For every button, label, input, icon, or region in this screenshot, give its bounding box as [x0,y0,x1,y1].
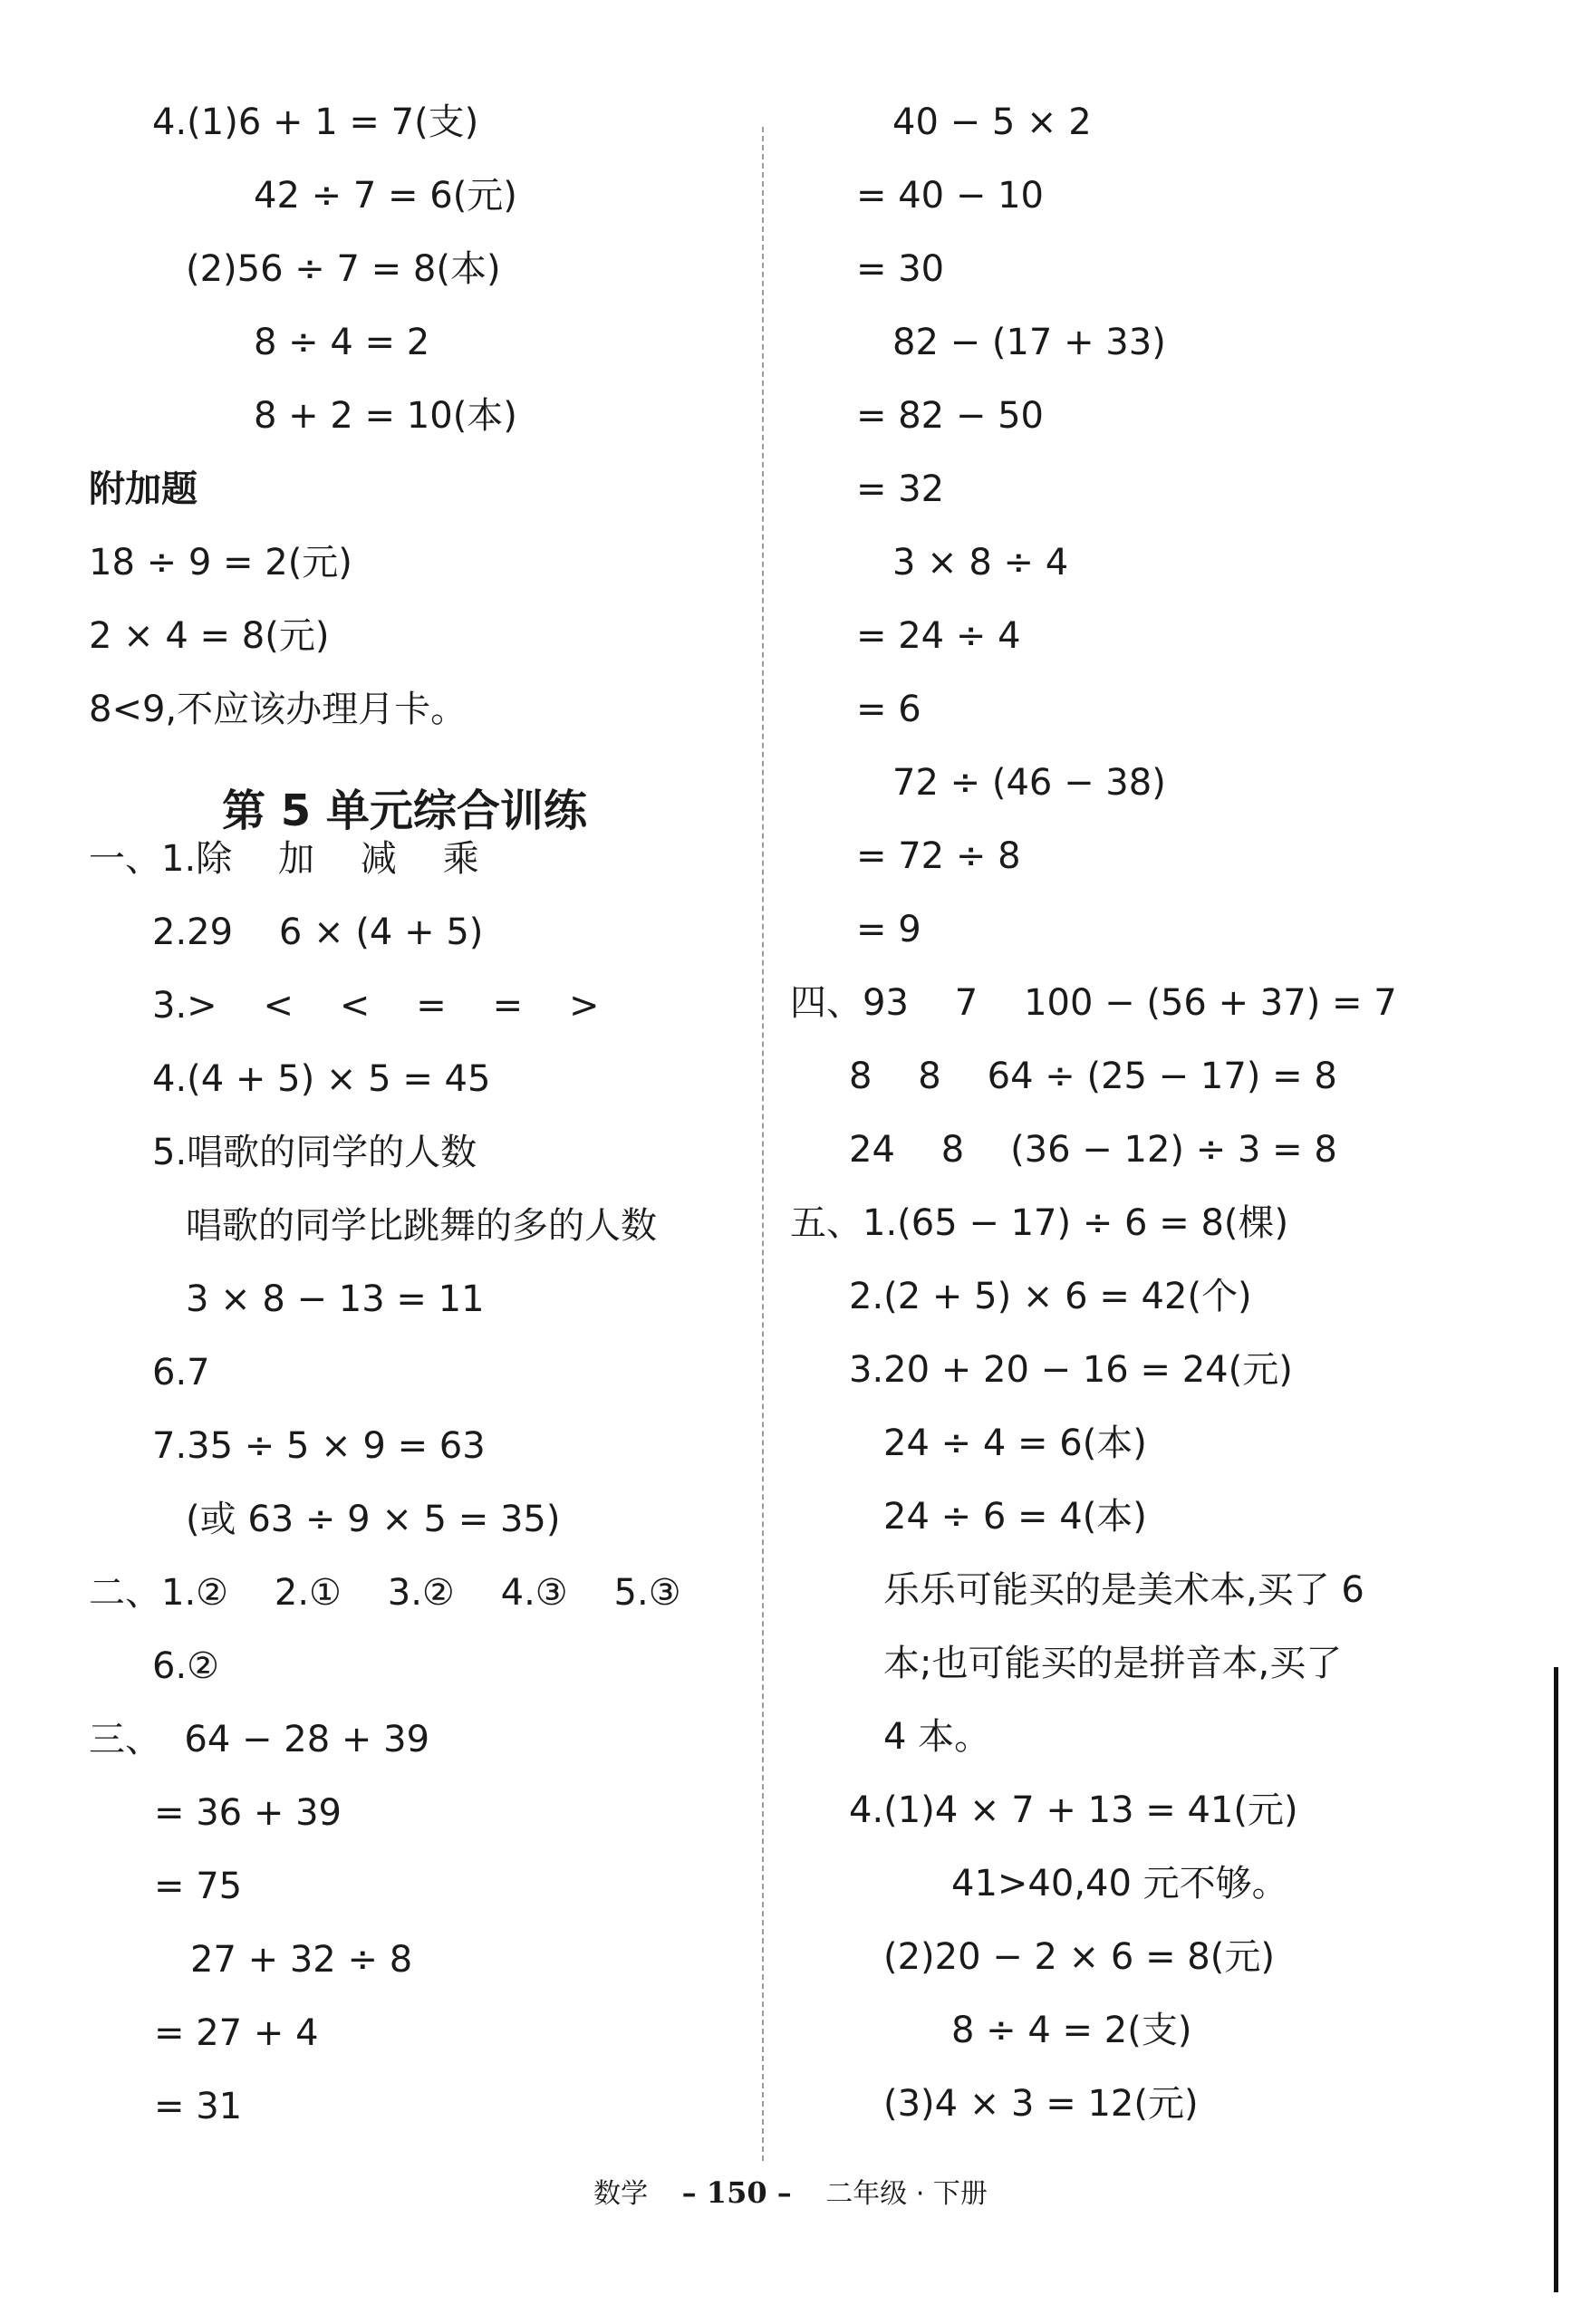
right-answer-line: 24 ÷ 4 = 6(本) [883,1422,1147,1464]
left-answer-line: 8 + 2 = 10(本) [254,395,517,437]
left-answer-line: = 75 [154,1866,243,1907]
right-answer-line: = 82 − 50 [856,395,1044,437]
left-answer-line: 一、1.除 加 减 乘 [89,838,479,880]
right-answer-line: = 9 [856,909,921,950]
left-answer-line: 18 ÷ 9 = 2(元) [89,542,352,583]
left-answer-line: 5.唱歌的同学的人数 [152,1132,477,1173]
left-answer-line: 2 × 4 = 8(元) [89,615,330,657]
left-answer-line: 三、 64 − 28 + 39 [89,1719,430,1760]
right-answer-line: 72 ÷ (46 − 38) [892,762,1166,804]
left-answer-line: 4.(4 + 5) × 5 = 45 [152,1058,491,1100]
footer-grade: 二年级 · 下册 [825,2178,988,2210]
left-answer-line: (2)56 ÷ 7 = 8(本) [186,248,501,290]
right-answer-line: 82 − (17 + 33) [892,322,1166,363]
left-answer-line: = 31 [154,2086,243,2127]
left-answer-line: = 36 + 39 [154,1792,342,1834]
left-answer-line: 8 ÷ 4 = 2 [254,322,430,363]
right-answer-line: 本;也可能买的是拼音本,买了 [883,1643,1343,1684]
left-answer-line: 6.7 [152,1352,210,1393]
right-answer-line: = 30 [856,248,945,290]
left-answer-line: 7.35 ÷ 5 × 9 = 63 [152,1425,486,1467]
page-footer [0,2170,1581,2217]
right-answer-line: (3)4 × 3 = 12(元) [883,2083,1199,2125]
right-answer-line: 4 本。 [883,1716,991,1758]
left-answer-line: 3.> < < = = > [152,985,600,1027]
right-answer-line: = 72 ÷ 8 [856,835,1021,877]
left-answer-line: 唱歌的同学比跳舞的多的人数 [186,1205,657,1247]
right-answer-line: 24 ÷ 6 = 4(本) [883,1496,1147,1538]
column-divider [762,127,764,2161]
right-answer-line: 41>40,40 元不够。 [951,1863,1288,1905]
section-title: 第 5 单元综合训练 [222,786,587,836]
page-number: – 150 – [681,2175,792,2210]
left-answer-line: 6.② [152,1645,220,1687]
right-answer-line: 五、1.(65 − 17) ÷ 6 = 8(棵) [790,1202,1289,1244]
right-answer-line: = 6 [856,689,921,730]
right-answer-line: 四、93 7 100 − (56 + 37) = 7 [790,982,1397,1024]
left-answer-line: = 27 + 4 [154,2012,319,2054]
left-answer-line: 27 + 32 ÷ 8 [190,1939,413,1981]
right-answer-line: 3.20 + 20 − 16 = 24(元) [849,1349,1293,1391]
right-answer-line: 24 8 (36 − 12) ÷ 3 = 8 [849,1129,1337,1171]
right-answer-line: 2.(2 + 5) × 6 = 42(个) [849,1276,1252,1317]
right-answer-line: 8 ÷ 4 = 2(支) [951,2010,1192,2051]
left-answer-line: (或 63 ÷ 9 × 5 = 35) [186,1499,561,1540]
right-answer-line: 40 − 5 × 2 [892,101,1092,143]
right-answer-line: = 32 [856,468,945,510]
footer-subject: 数学 [593,2178,649,2210]
left-answer-line: 42 ÷ 7 = 6(元) [254,175,517,217]
right-answer-line: = 40 − 10 [856,175,1044,217]
left-answer-line: 2.29 6 × (4 + 5) [152,911,484,953]
right-answer-line: 4.(1)4 × 7 + 13 = 41(元) [849,1789,1298,1831]
left-answer-line: 3 × 8 − 13 = 11 [186,1278,485,1320]
right-answer-line: 8 8 64 ÷ (25 − 17) = 8 [849,1056,1337,1097]
right-answer-line: = 24 ÷ 4 [856,615,1021,657]
right-answer-line: 3 × 8 ÷ 4 [892,542,1069,583]
left-answer-line: 附加题 [89,468,198,510]
right-answer-line: (2)20 − 2 × 6 = 8(元) [883,1936,1275,1978]
left-answer-line: 4.(1)6 + 1 = 7(支) [152,101,479,143]
left-answer-line: 8<9,不应该办理月卡。 [89,689,468,730]
right-answer-line: 乐乐可能买的是美术本,买了 6 [883,1569,1364,1611]
left-answer-line: 二、1.② 2.① 3.② 4.③ 5.③ [89,1572,681,1614]
